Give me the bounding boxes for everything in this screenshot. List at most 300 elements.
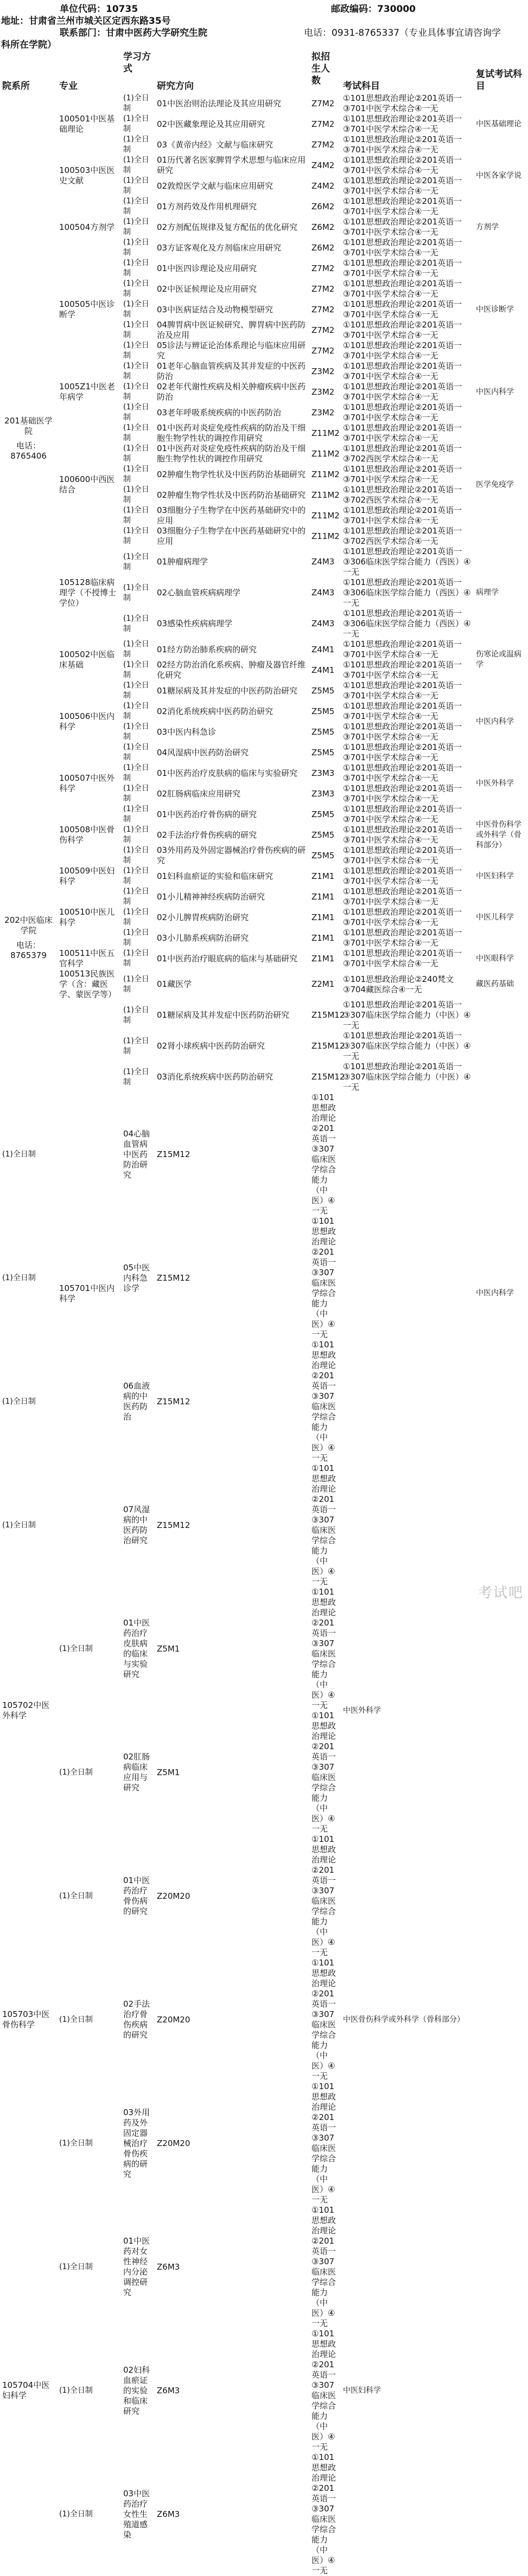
retest-subject: 伤寒论或温病学 (476, 650, 521, 669)
major-name: 100600中西医结合 (59, 474, 115, 494)
research-direction: 03《黄帝内经》文献与临床研究 (157, 139, 273, 150)
study-mode: (1)全日制 (59, 2015, 93, 2024)
exam-subjects: ①101思想政治理论②201英语一③307临床医学综合能力（中医）④一无 (311, 2205, 336, 2328)
enroll-count: Z11M2 (311, 469, 340, 479)
postcode: 邮政编码：730000 (331, 4, 416, 15)
major-name: 100506中医内科学 (59, 711, 115, 731)
study-mode: (1)全日制 (123, 362, 149, 381)
table-row (0, 866, 528, 886)
enroll-count: Z20M20 (157, 2138, 190, 2148)
table-row (0, 93, 528, 114)
enroll-count: Z4M2 (311, 160, 335, 170)
enroll-count: Z11M2 (311, 448, 340, 459)
study-mode: (1)全日制 (123, 846, 149, 865)
exam-subjects: ①101思想政治理论②201英语一③701中医学术综合④一无 (343, 825, 462, 845)
col-header-exam-subjects: 考试科目 (343, 81, 380, 92)
major-name: 100503中医医史文献 (59, 165, 115, 185)
college-name: 202中医临床学院 (4, 915, 53, 935)
enroll-count: Z4M2 (311, 181, 335, 191)
exam-subjects: ①101思想政治理论②201英语一③701中医学术综合④一无 (343, 217, 462, 237)
research-direction: 04风湿病中医药防治研究 (157, 747, 249, 757)
research-direction: 02方剂配伍规律及复方配伍的优化研究 (157, 222, 298, 232)
exam-subjects: ①101思想政治理论②201英语一③307临床医学综合能力（中医）④一无 (311, 1340, 336, 1463)
study-mode: (1)全日制 (123, 403, 149, 422)
enroll-count: Z7M2 (311, 304, 335, 314)
major-name: 100501中医基础理论 (59, 114, 115, 134)
study-mode: (1)全日制 (123, 887, 149, 906)
study-mode: (1)全日制 (123, 681, 149, 700)
exam-subjects: ①101思想政治理论②201英语一③701中医学术综合④一无 (343, 93, 462, 113)
study-mode: (1)全日制 (123, 526, 149, 545)
exam-subjects: ①101思想政治理论②201英语一③701中医学术综合④一无 (343, 176, 462, 196)
study-mode: (1)全日制 (123, 382, 149, 401)
table-row (0, 196, 528, 217)
study-mode: (1)全日制 (123, 320, 149, 339)
research-direction: 03感染性疾病病理学 (157, 619, 233, 628)
enroll-count: Z3M3 (311, 768, 335, 778)
research-direction: 03老年呼吸系统疾病的中医药防治 (157, 407, 282, 417)
study-mode: (1)全日制 (123, 784, 149, 803)
college-name: 201基础医学院 (4, 415, 53, 436)
exam-subjects: ①101思想政治理论②240梵文③704藏医综合④一无 (343, 974, 454, 994)
table-row (0, 948, 528, 969)
exam-subjects: ①101思想政治理论②201英语一③307临床医学综合能力（中医）④一无 (343, 1062, 471, 1092)
enroll-count: Z7M2 (311, 325, 335, 335)
research-direction: 01妇科血瘀证的实验和临床研究 (157, 871, 273, 881)
exam-subjects: ①101思想政治理论②201英语一③701中医学术综合④一无 (343, 639, 462, 659)
research-direction: 01中医药治疗眼底病的临床与基础研究 (157, 953, 298, 963)
study-mode: (1)全日制 (123, 1005, 149, 1025)
study-mode: (1)全日制 (123, 114, 149, 133)
watermark: 考试吧 (478, 1585, 524, 1601)
enroll-count: Z7M2 (311, 119, 335, 129)
research-direction: 01中医治则治法理论及其应用研究 (157, 98, 282, 108)
enroll-count: Z15M12 (311, 1072, 345, 1082)
exam-subjects: ①101思想政治理论②201英语一③701中医学术综合④一无 (343, 907, 462, 927)
col-header-college: 院系所 (2, 81, 30, 92)
study-mode: (1)全日制 (2, 1149, 36, 1159)
enroll-count: Z20M20 (157, 1891, 190, 1901)
study-mode: (1)全日制 (123, 485, 149, 504)
research-direction: 07风湿病的中医药防治研究 (123, 1505, 150, 1545)
enroll-count: Z3M2 (311, 387, 335, 397)
enroll-count: Z5M1 (157, 1643, 180, 1654)
enroll-count: Z6M2 (311, 242, 335, 253)
study-mode: (1)全日制 (59, 2138, 93, 2148)
research-direction: 01中医药治疗皮肤病的临床与实验研究 (157, 768, 298, 778)
retest-subject: 中医妇科学 (476, 871, 514, 881)
exam-subjects: ①101思想政治理论②201英语一③701中医学术综合④一无 (343, 320, 462, 340)
research-direction: 02手法治疗骨伤疾病的研究 (157, 830, 257, 840)
study-mode: (1)全日制 (123, 423, 149, 442)
enroll-count: Z15M12 (311, 1010, 345, 1020)
study-mode: (1)全日制 (59, 1891, 93, 1900)
retest-subject: 藏医药基础 (476, 980, 514, 988)
study-mode: (1)全日制 (123, 743, 149, 762)
table-row (0, 258, 528, 279)
study-mode: (1)全日制 (123, 135, 149, 154)
enroll-count: Z1M1 (311, 912, 335, 922)
enroll-count: Z6M3 (157, 2509, 180, 2519)
research-direction: 01中医药治疗骨伤病的研究 (123, 1875, 150, 1916)
table-row (0, 361, 528, 382)
exam-subjects: ①101思想政治理论②201英语一③701中医学术综合④一无 (343, 237, 462, 258)
exam-subjects: ①101思想政治理论②201英语一③701中医学术综合④一无 (343, 464, 462, 484)
enroll-count: Z7M2 (311, 345, 335, 356)
table-row (0, 155, 528, 176)
research-direction: 03中医病证结合及动物模型研究 (157, 304, 273, 314)
research-direction: 02心脑血管疾病病理学 (157, 588, 241, 598)
study-mode: (1)全日制 (123, 825, 149, 844)
research-direction: 02肿瘤生物学性状及中医药防治基础研究 (157, 469, 306, 479)
retest-subject: 中医基础理论 (476, 119, 521, 129)
exam-subjects: ①101思想政治理论②201英语一③701中医学术综合④一无 (343, 804, 462, 824)
col-header-study-mode: 学习方式 (123, 52, 151, 74)
major-name: 1005Z1中医老年病学 (59, 382, 115, 402)
major-name: 105128临床病理学（不授博士学位） (59, 577, 117, 608)
table-row (0, 547, 528, 577)
exam-subjects: ①101思想政治理论②201英语一③701中医学术综合④一无 (343, 258, 462, 278)
study-mode: (1)全日制 (123, 341, 149, 360)
enroll-count: Z15M12 (157, 1396, 190, 1406)
enroll-count: Z6M3 (157, 2385, 180, 2395)
study-mode: (1)全日制 (59, 2509, 93, 2519)
enroll-count: Z11M2 (311, 531, 340, 541)
exam-subjects: ①101思想政治理论②201英语一③702西医学术综合④一无 (343, 485, 462, 505)
research-direction: 03小儿肺系疾病防治研究 (157, 933, 249, 943)
table-row (0, 969, 528, 1000)
retest-subject: 医学免疫学 (476, 480, 514, 489)
research-direction: 01中医药对炎症免疫性疾病的防治及干细胞生物学性状的调控作用研究 (157, 444, 306, 464)
research-direction: 02肛肠病临床应用与研究 (123, 1752, 150, 1793)
exam-subjects: ①101思想政治理论②201英语一③701中医学术综合④一无 (343, 866, 462, 886)
research-direction: 02经方防治消化系疾病、肿瘤及器官纤维化研究 (157, 660, 306, 680)
research-direction: 01中医药对炎症免疫性疾病的防治及干细胞生物学性状的调控作用研究 (157, 423, 306, 443)
exam-subjects: ①101思想政治理论②201英语一③701中医学术综合④一无 (343, 722, 462, 742)
enroll-count: Z15M12 (157, 1520, 190, 1530)
exam-subjects: ①101思想政治理论②201英语一③307临床医学综合能力（中医）④一无 (311, 1587, 336, 1710)
retest-subject: 病理学 (476, 588, 499, 597)
enroll-count: Z6M3 (157, 2262, 180, 2272)
research-direction: 03外用药及外固定器械治疗骨伤疾病的研究 (157, 845, 306, 865)
study-mode: (1)全日制 (2, 1273, 36, 1282)
study-mode: (1)全日制 (123, 552, 149, 571)
study-mode: (1)全日制 (123, 660, 149, 679)
table-row (0, 886, 528, 907)
research-direction: 05中医内科急诊学 (123, 1262, 150, 1293)
study-mode: (1)全日制 (59, 2386, 93, 2395)
study-mode: (1)全日制 (123, 702, 149, 721)
major-name: 105702中医外科学 (2, 1700, 50, 1720)
enroll-count: Z4M3 (311, 557, 335, 567)
study-mode: (1)全日制 (2, 1520, 36, 1530)
exam-subjects: ①101思想政治理论②201英语一③701中医学术综合④一无 (343, 886, 462, 907)
exam-subjects: ①101思想政治理论②201英语一③701中医学术综合④一无 (343, 114, 462, 134)
major-name: 105703中医骨伤科学 (2, 2009, 50, 2029)
exam-subjects: ①101思想政治理论②201英语一③701中医学术综合④一无 (343, 279, 462, 299)
study-mode: (1)全日制 (123, 300, 149, 319)
retest-subject: 中医内科学 (476, 1289, 514, 1297)
major-name: 100511中医五官科学 (59, 948, 115, 968)
col-header-direction: 研究方向 (157, 81, 194, 92)
exam-subjects: ①101思想政治理论②201英语一③701中医学术综合④一无 (343, 341, 462, 361)
enroll-count: Z7M2 (311, 284, 335, 294)
exam-subjects: ①101思想政治理论②201英语一③307临床医学综合能力（中医）④一无 (311, 1093, 336, 1216)
study-mode: (1)全日制 (123, 805, 149, 824)
enroll-count: Z5M1 (157, 1767, 180, 1777)
major-name: 105701中医内科学 (59, 1283, 115, 1303)
exam-subjects: ①101思想政治理论②201英语一③306临床医学综合能力（西医）④一无 (343, 547, 471, 577)
research-direction: 03细胞分子生物学在中医药基础研究中的应用 (157, 526, 306, 546)
major-name: 105704中医妇科学 (2, 2380, 50, 2400)
exam-subjects: ①101思想政治理论②201英语一③701中医学术综合④一无 (343, 402, 462, 422)
table-body (0, 93, 528, 2576)
research-direction: 01糖尿病及其并发症中医药防治研究 (157, 1010, 290, 1020)
study-mode: (1)全日制 (123, 866, 149, 885)
exam-subjects: ①101思想政治理论②201英语一③306临床医学综合能力（西医）④一无 (343, 608, 471, 639)
enroll-count: Z3M3 (311, 788, 335, 799)
college-cell (0, 93, 57, 783)
enroll-count: Z1M1 (311, 871, 335, 881)
enroll-count: Z15M12 (157, 1273, 190, 1283)
research-direction: 01老年心脑血管疾病及其并发症的中医药防治 (157, 361, 306, 381)
research-direction: 02消化系统疾病中医药防治研究 (157, 706, 273, 716)
study-mode: (1)全日制 (123, 156, 149, 175)
enroll-count: Z7M2 (311, 139, 335, 150)
enroll-count: Z2M1 (311, 979, 335, 989)
retest-subject: 中医儿科学 (476, 913, 514, 922)
retest-subject: 中医外科学 (476, 779, 514, 788)
enroll-count: Z6M2 (311, 201, 335, 211)
enroll-count: Z11M2 (311, 510, 340, 521)
study-mode: (1)全日制 (123, 640, 149, 659)
retest-subject: 中医内科学 (476, 717, 514, 726)
enroll-count: Z1M1 (311, 933, 335, 943)
study-mode: (1)全日制 (123, 238, 149, 257)
study-mode: (1)全日制 (123, 908, 149, 927)
enroll-count: Z3M2 (311, 407, 335, 417)
study-mode: (1)全日制 (123, 974, 149, 994)
enroll-count: Z5M5 (311, 706, 335, 716)
major-name: 100508中医骨伤科学 (59, 825, 115, 845)
enroll-count: Z5M5 (311, 850, 335, 860)
major-name: 100513民族医学（含：藏医学、蒙医学等） (59, 969, 117, 999)
contact-dept: 联系部门：甘肃中医药大学研究生院 (60, 28, 207, 38)
enroll-count: Z4M3 (311, 619, 335, 628)
study-mode: (1)全日制 (123, 279, 149, 298)
exam-subjects: ①101思想政治理论②201英语一③701中医学术综合④一无 (343, 928, 462, 948)
research-direction: 03方证客观化及方剂临床应用研究 (157, 242, 282, 253)
col-header-enroll-count: 拟招生人数 (311, 52, 330, 86)
study-mode: (1)全日制 (123, 949, 149, 968)
retest-subject: 中医骨伤科学或外科学（骨科部分） (343, 2015, 465, 2024)
major-name: 100510中医儿科学 (59, 907, 115, 927)
study-mode: (1)全日制 (59, 1768, 93, 1777)
exam-subjects: ①101思想政治理论②201英语一③701中医学术综合④一无 (343, 505, 462, 525)
enroll-count: Z5M5 (311, 685, 335, 696)
research-direction: 03消化系统疾病中医药防治研究 (157, 1072, 273, 1082)
research-direction: 01中医四诊理论及应用研究 (157, 263, 257, 273)
exam-subjects: ①101思想政治理论②201英语一③701中医学术综合④一无 (343, 196, 462, 216)
research-direction: 01方剂药效及作用机理研究 (157, 201, 257, 211)
table-row (0, 1000, 528, 1031)
study-mode: (1)全日制 (123, 217, 149, 236)
enroll-count: Z4M1 (311, 665, 335, 675)
exam-subjects: ①101思想政治理论②201英语一③307临床医学综合能力（中医）④一无 (343, 1031, 471, 1061)
study-mode: (1)全日制 (123, 722, 149, 741)
table-row (0, 1834, 528, 1958)
study-mode: (1)全日制 (123, 583, 149, 602)
enroll-count: Z5M5 (311, 830, 335, 840)
enroll-count: Z5M5 (311, 747, 335, 757)
study-mode: (1)全日制 (123, 465, 149, 484)
research-direction: 03外用药及外固定器械治疗骨伤疾病的研究 (123, 2107, 150, 2179)
exam-subjects: ①101思想政治理论②201英语一③307临床医学综合能力（中医）④一无 (311, 2082, 336, 2205)
retest-subject: 中医眼科学 (476, 954, 514, 963)
study-mode: (1)全日制 (123, 506, 149, 525)
research-direction: 05诊法与辨证论治体系理论与临床应用研究 (157, 341, 306, 361)
enroll-count: Z11M2 (311, 490, 340, 500)
enroll-count: Z7M2 (311, 98, 335, 108)
exam-subjects: ①101思想政治理论②201英语一③701中医学术综合④一无 (343, 423, 462, 443)
exam-subjects: ①101思想政治理论②201英语一③307临床医学综合能力（中医）④一无 (311, 2329, 336, 2452)
study-mode: (1)全日制 (59, 1644, 93, 1653)
table-row (0, 680, 528, 701)
contact-phone: 电话：0931-8765337（专业具体事宜请咨询学 (304, 28, 501, 38)
retest-subject: 中医妇科学 (343, 2386, 381, 2395)
table-row (0, 2205, 528, 2329)
table-row (0, 423, 528, 444)
exam-subjects: ①101思想政治理论②201英语一③702西医学术综合④一无 (343, 444, 462, 464)
study-mode: (1)全日制 (123, 928, 149, 947)
exam-subjects: ①101思想政治理论②201英语一③701中医学术综合④一无 (343, 742, 462, 762)
research-direction: 02中医证候理论及应用研究 (157, 284, 257, 294)
college-cell (0, 783, 57, 1093)
exam-subjects: ①101思想政治理论②201英语一③701中医学术综合④一无 (343, 361, 462, 381)
exam-subjects: ①101思想政治理论②201英语一③701中医学术综合④一无 (343, 155, 462, 175)
research-direction: 02肾小球疾病中医药防治研究 (157, 1041, 265, 1051)
enroll-count: Z4M3 (311, 588, 335, 598)
research-direction: 02肛肠病临床应用研究 (157, 788, 241, 799)
retest-subject: 中医骨伤科学或外科学（骨科部分） (476, 820, 521, 850)
study-mode: (1)全日制 (123, 444, 149, 463)
exam-subjects: ①101思想政治理论②201英语一③307临床医学综合能力（中医）④一无 (311, 1834, 336, 1957)
enroll-count: Z20M20 (157, 2014, 190, 2025)
enroll-count: Z1M1 (311, 891, 335, 902)
exam-subjects: ①101思想政治理论②201英语一③701中医学术综合④一无 (343, 134, 462, 155)
study-mode: (1)全日制 (2, 1397, 36, 1406)
table-header (0, 50, 528, 93)
major-name: 100509中医妇科学 (59, 866, 115, 886)
research-direction: 02手法治疗骨伤疾病的研究 (123, 1999, 150, 2040)
research-direction: 02肿瘤生物学性状及中医药防治基础研究 (157, 490, 306, 500)
table-row (0, 763, 528, 783)
research-direction: 02敦煌医学文献与临床应用研究 (157, 181, 273, 191)
exam-subjects: ①101思想政治理论②201英语一③307临床医学综合能力（中医）④一无 (311, 1216, 336, 1339)
research-direction: 04心脑血管病中医药防治研究 (123, 1128, 150, 1180)
retest-subject: 中医诊断学 (476, 305, 514, 314)
research-direction: 01中医药治疗骨伤病的研究 (157, 809, 257, 819)
research-direction: 01中医药治疗皮肤病的临床与实验研究 (123, 1618, 150, 1679)
research-direction: 02老年代谢性疾病及相关肿瘤疾病中医药防治 (157, 382, 306, 402)
enroll-count: Z5M5 (311, 727, 335, 737)
enroll-count: Z15M12 (157, 1149, 190, 1159)
research-direction: 03中医药治疗女性生殖道感染 (123, 2488, 150, 2540)
admission-table (0, 50, 528, 2576)
study-mode: (1)全日制 (123, 176, 149, 195)
enroll-count: Z1M1 (311, 953, 335, 963)
college-phone: 电话：8765379 (10, 940, 47, 960)
exam-subjects: ①101思想政治理论②201英语一③307临床医学综合能力（中医）④一无 (311, 2452, 336, 2575)
exam-subjects: ①101思想政治理论②201英语一③701中医学术综合④一无 (343, 660, 462, 680)
exam-subjects: ①101思想政治理论②201英语一③701中医学术综合④一无 (343, 763, 462, 783)
study-mode: (1)全日制 (123, 94, 149, 113)
exam-subjects: ①101思想政治理论②201英语一③701中医学术综合④一无 (343, 948, 462, 968)
research-direction: 01糖尿病及其并发症的中医药防治研究 (157, 685, 298, 696)
enroll-count: Z6M2 (311, 222, 335, 232)
research-direction: 01肿瘤病理学 (157, 557, 208, 567)
table-row (0, 639, 528, 660)
exam-subjects: ①101思想政治理论②201英语一③702西医学术综合④一无 (343, 526, 462, 546)
research-direction: 04脾胃病中医证候研究、脾胃病中医药防治及应用 (157, 320, 306, 340)
address: 地址：甘肃省兰州市城关区定西东路35号 (1, 16, 171, 27)
study-mode: (1)全日制 (123, 259, 149, 278)
retest-subject: 中医内科学 (476, 387, 514, 396)
major-name: 100507中医外科学 (59, 773, 115, 793)
exam-subjects: ①101思想政治理论②201英语一③701中医学术综合④一无 (343, 382, 462, 402)
study-mode: (1)全日制 (123, 1067, 149, 1087)
research-direction: 03细胞分子生物学在中医药基础研究中的应用 (157, 505, 306, 525)
retest-subject: 方剂学 (476, 222, 499, 232)
study-mode: (1)全日制 (123, 197, 149, 216)
research-direction: 06血液病的中医药防治 (123, 1381, 150, 1422)
retest-subject: 中医外科学 (343, 1706, 381, 1715)
contact-phone-cont: 科所在学院） (1, 40, 56, 50)
study-mode: (1)全日制 (123, 614, 149, 633)
major-name: 100502中医临床基础 (59, 650, 115, 670)
research-direction: 01中医药对女性神经内分泌调控研究 (123, 2236, 150, 2297)
major-name: 100504方剂学 (59, 222, 115, 232)
study-mode: (1)全日制 (123, 1036, 149, 1056)
research-direction: 03中医内科急诊 (157, 727, 217, 737)
major-name: 100505中医诊断学 (59, 299, 115, 319)
col-header-retest-subjects: 复试考试科目 (476, 69, 522, 92)
exam-subjects: ①101思想政治理论②201英语一③307临床医学综合能力（中医）④一无 (311, 1463, 336, 1586)
retest-subject: 中医各家学说 (476, 171, 521, 180)
college-phone: 电话：8765406 (10, 440, 47, 461)
exam-subjects: ①101思想政治理论②201英语一③307临床医学综合能力（中医）④一无 (311, 1711, 336, 1834)
enroll-count: Z15M12 (311, 1041, 345, 1051)
exam-subjects: ①101思想政治理论②201英语一③701中医学术综合④一无 (343, 701, 462, 721)
study-mode: (1)全日制 (59, 2262, 93, 2271)
table-row (0, 804, 528, 825)
enroll-count: Z4M1 (311, 644, 335, 654)
research-direction: 01历代著名医家脾胃学术思想与临床应用研究 (157, 155, 306, 175)
enroll-count: Z3M2 (311, 366, 335, 376)
research-direction: 01小儿精神神经疾病防治研究 (157, 891, 265, 902)
enroll-count: Z11M2 (311, 428, 340, 438)
study-mode: (1)全日制 (123, 763, 149, 782)
research-direction: 01藏医学 (157, 979, 192, 989)
research-direction: 02妇科血瘀证的实验和临床研究 (123, 2365, 150, 2416)
exam-subjects: ①101思想政治理论②201英语一③701中医学术综合④一无 (343, 680, 462, 701)
exam-subjects: ①101思想政治理论②201英语一③306临床医学综合能力（西医）④一无 (343, 577, 471, 608)
research-direction: 02中医藏象理论及其应用研究 (157, 119, 265, 129)
enroll-count: Z5M5 (311, 809, 335, 819)
unit-code: 单位代码：10735 (60, 4, 138, 15)
exam-subjects: ①101思想政治理论②201英语一③701中医学术综合④一无 (343, 783, 462, 804)
enroll-count: Z7M2 (311, 263, 335, 273)
